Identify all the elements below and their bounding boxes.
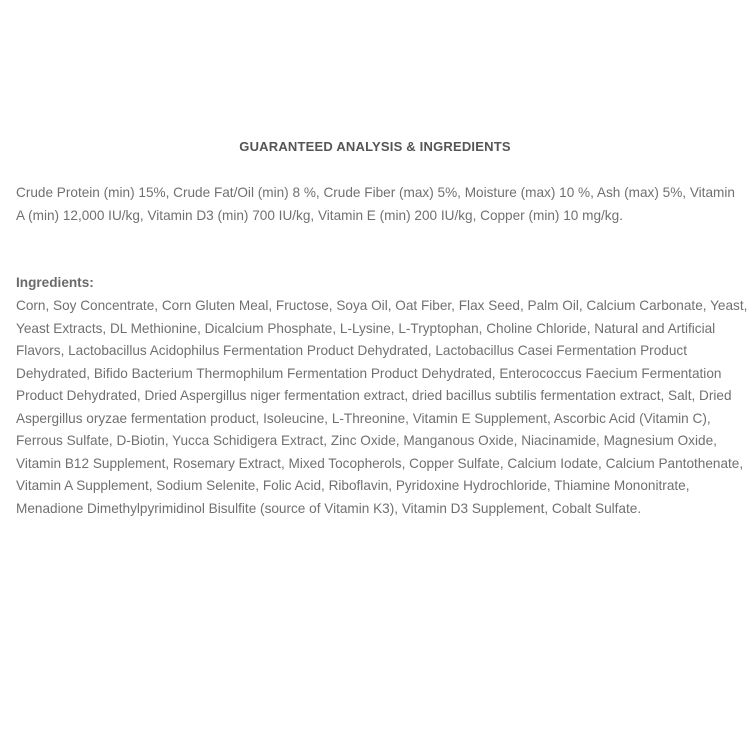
ingredients-list-text: Corn, Soy Concentrate, Corn Gluten Meal, Fructose, Soya Oil, Oat Fiber, Flax Seed, Palm Oil, Calcium Carbonate, Yeast, Yeast Extracts, DL Methionine, Dicalcium Phosphate, L-Lysine, L-Tryptophan, Choline Chloride, Natural and Artificial Flavors, Lactobacillus Acidophilus Fermentation Product Dehydrated, Lactobacillus Casei Fermentation Product Dehydrated, Bifido Bacterium Thermophilum Fermentation Product Dehydrated, Enterococcus Faecium Fermentation Product Dehydrated, Dried Aspergillus niger fermentation extract, dried bacillus subtilis fermentation extract, Salt, Dried Aspergillus oryzae fermentation product, Isoleucine, L-Threonine, Vitamin E Supplement, Ascorbic Acid (Vitamin C), Ferrous Sulfate, D-Biotin, Yucca Schidigera Extract, Zinc Oxide, Manganous Oxide, Niacinamide, Magnesium Oxide, Vitamin B12 Supplement, Rosemary Extract, Mixed Tocopherols, Copper Sulfate, Calcium Iodate, Calcium Pantothenate, Vitamin A Supplement, Sodium Selenite, Folic Acid, Riboflavin, Pyridoxine Hydrochloride, Thiamine Mononitrate, Menadione Dimethylpyrimidinol Bisulfite (source of Vitamin K3), Vitamin D3 Supplement, Cobalt Sulfate.: [16, 298, 748, 516]
page-title: GUARANTEED ANALYSIS & INGREDIENTS: [239, 139, 511, 154]
guaranteed-analysis-text: Crude Protein (min) 15%, Crude Fat/Oil (min) 8 %, Crude Fiber (max) 5%, Moisture (max) 10 %, Ash (max) 5%, Vitamin A (min) 12,000 IU/kg, Vitamin D3 (min) 700 IU/kg, Vitamin E (min) 200 IU/kg, Copper (min) 10 mg/kg.: [16, 185, 735, 223]
ingredients-heading: Ingredients:: [16, 275, 94, 290]
